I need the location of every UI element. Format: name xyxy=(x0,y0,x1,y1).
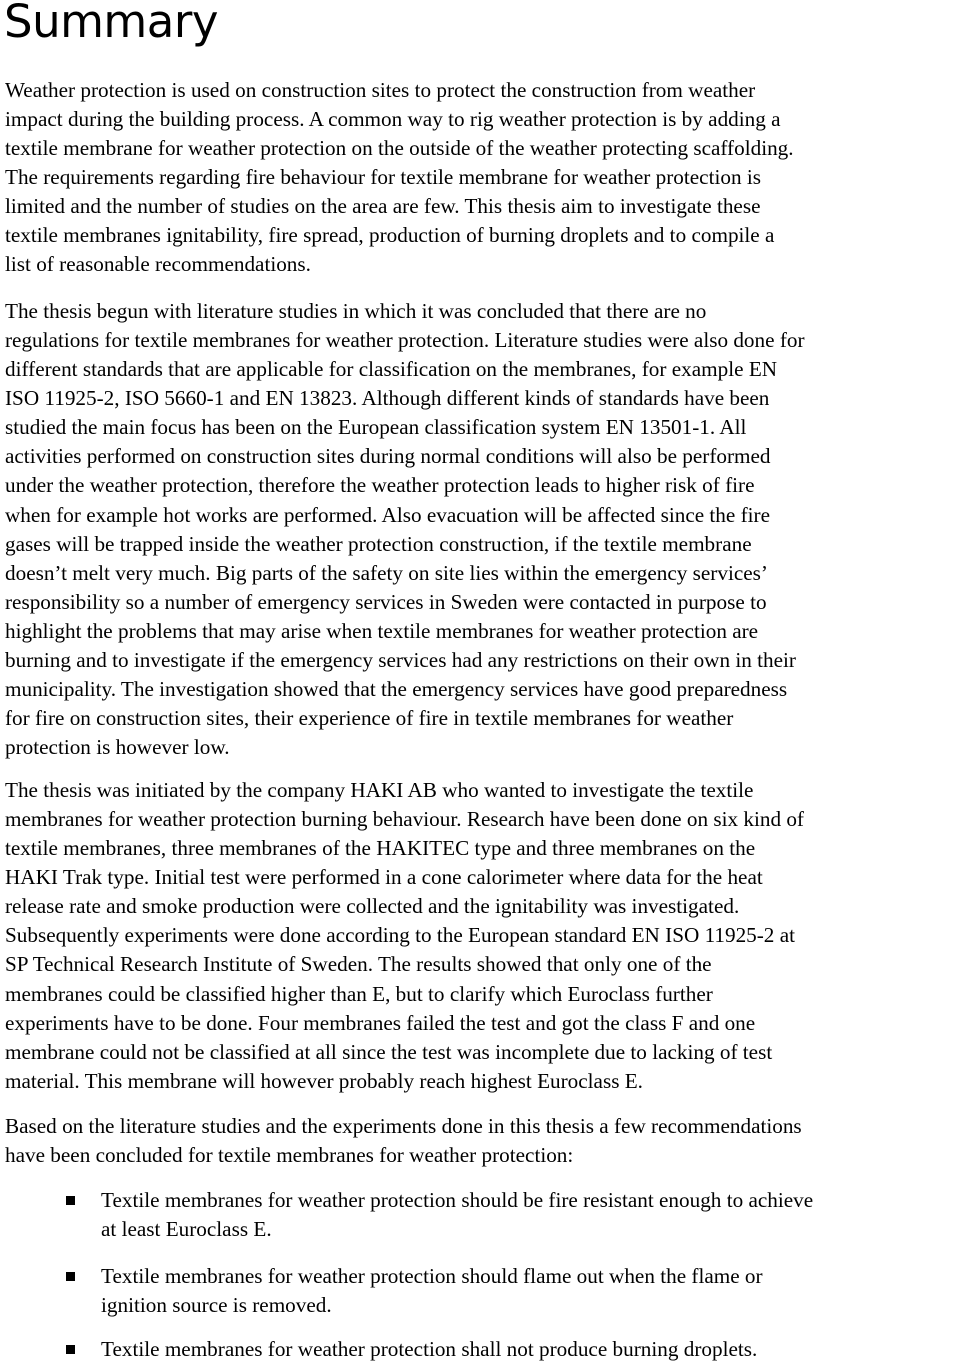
list-item-text: Textile membranes for weather protection should flame out when the flame or ignition source is removed. xyxy=(101,1264,763,1317)
list-item-text: Textile membranes for weather protection should be fire resistant enough to achieve at least Euroclass E. xyxy=(101,1188,814,1241)
paragraph-experiments: The thesis was initiated by the company HAKI AB who wanted to investigate the textile membranes for weather protection burning behaviour. Research have been done on six kind of textile membranes, three membranes of the HAKITEC type and three membranes on the HAKI Trak type. Initial test were performed in a cone calorimeter where data for the heat release rate and smoke production were collected and the ignitability was investigated. Subsequently experiments were done according to the European standard EN ISO 11925-2 at SP Technical Research Institute of Sweden. The results showed that only one of the membranes could be classified higher than E, but to clarify which Euroclass further experiments have to be done. Four membranes failed the test and got the class F and one membrane could not be classified at all since the test was incomplete due to lacking of test material. This membrane will however probably reach highest Euroclass E. xyxy=(5,778,804,1093)
paragraph-literature: The thesis begun with literature studies in which it was concluded that there are no regulations for textile membranes for weather protection. Literature studies were also done for different standards that are applicable for classification on the membranes, for example EN ISO 11925-2, ISO 5660-1 and EN 13823. Although different kinds of standards have been studied the main focus has been on the European classification system EN 13501-1. All activities performed on construction sites during normal conditions will also be performed under the weather protection, therefore the weather protection leads to higher risk of fire when for example hot works are performed. Also evacuation will be affected since the fire gases will be trapped inside the weather protection construction, if the textile membrane doesn’t melt very much. Big parts of the safety on site lies within the emergency services’ responsibility so a number of emergency services in Sweden were contacted in purpose to highlight the problems that may arise when textile membranes for weather protection are burning and to investigate if the emergency services had any restrictions on their own in their municipality. The investigation showed that the emergency services have good preparedness for fire on construction sites, their experience of fire in textile membranes for weather protection is however low. xyxy=(5,299,805,760)
square-bullet-icon xyxy=(66,1272,75,1281)
list-item-text: Textile membranes for weather protection shall not produce burning droplets. xyxy=(101,1337,758,1361)
square-bullet-icon xyxy=(66,1196,75,1205)
paragraph-recommendations-intro: Based on the literature studies and the experiments done in this thesis a few recommendations have been concluded for textile membranes for weather protection: xyxy=(5,1114,802,1168)
paragraph-intro: Weather protection is used on construction sites to protect the construction from weather impact during the building process. A common way to rig weather protection is by adding a textile membrane for weather protection on the outside of the weather protecting scaffolding. The requirements regarding fire behaviour for textile membrane for weather protection is limited and the number of studies on the area are few. This thesis aim to investigate these textile membranes ignitability, fire spread, production of burning droplets and to compile a list of reasonable recommendations. xyxy=(5,78,794,277)
square-bullet-icon xyxy=(66,1345,75,1354)
page-title: Summary xyxy=(4,0,218,48)
